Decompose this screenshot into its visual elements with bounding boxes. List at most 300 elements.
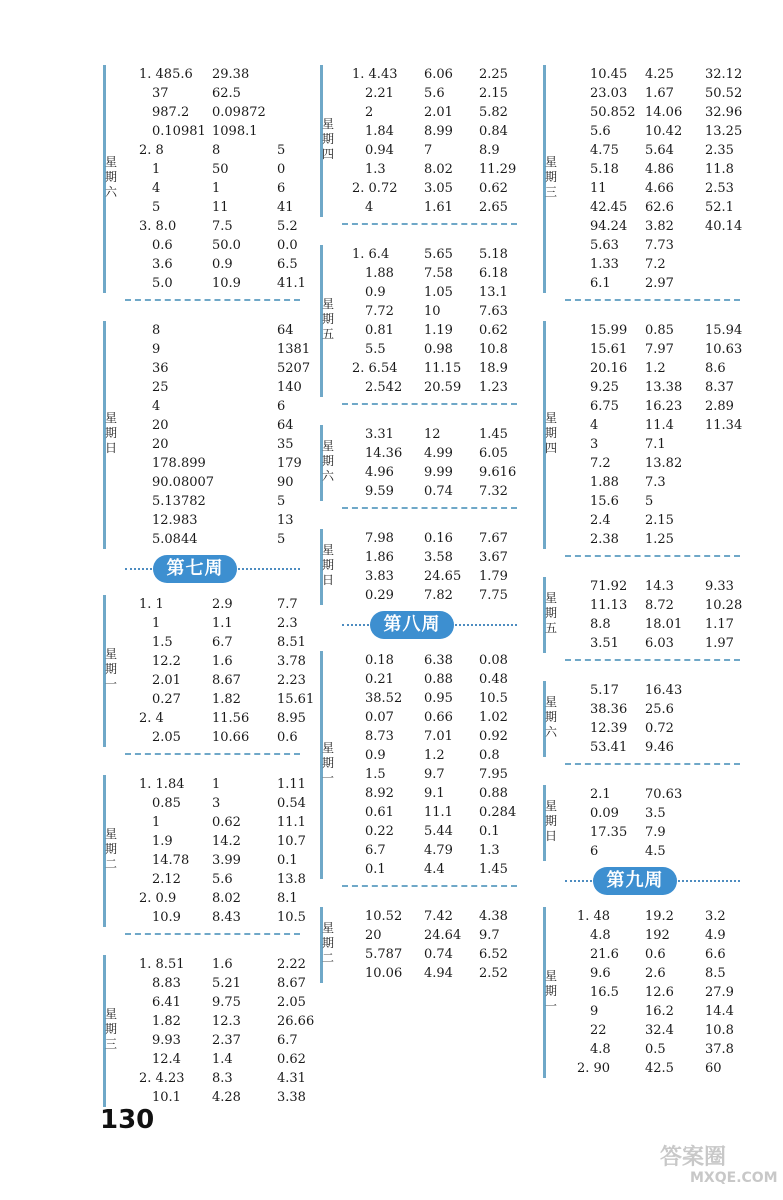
answer-value: 18.01 — [645, 617, 683, 632]
answer-value: 12.983 — [152, 513, 198, 528]
answer-value: 53.41 — [590, 740, 628, 755]
answer-row — [117, 955, 306, 974]
answer-value: 5.787 — [365, 947, 403, 962]
answer-block — [334, 651, 517, 879]
answer-value: 0.88 — [424, 672, 453, 687]
answer-value: 6.75 — [590, 399, 619, 414]
answer-value: 13.1 — [479, 285, 508, 300]
answer-value: 3. 8.0 — [139, 219, 177, 234]
answer-value: 8.43 — [212, 910, 241, 925]
answer-value: 1.88 — [590, 475, 619, 490]
answer-row — [117, 236, 300, 255]
answer-value: 0.16 — [424, 531, 453, 546]
day-label: 星期六 — [544, 695, 557, 739]
answer-value: 1.2 — [645, 361, 666, 376]
answer-row — [334, 765, 517, 784]
answer-value: 1.45 — [479, 427, 508, 442]
answer-value: 6.18 — [479, 266, 508, 281]
answer-value: 1.25 — [645, 532, 674, 547]
answer-value: 0.27 — [152, 692, 181, 707]
answer-value: 1.2 — [424, 748, 445, 763]
day-label: 星期一 — [544, 968, 557, 1013]
answer-row — [117, 1012, 315, 1031]
answer-row — [557, 983, 740, 1002]
answer-value: 0.54 — [277, 796, 306, 811]
answer-row — [557, 141, 740, 160]
answer-value: 12.6 — [645, 985, 674, 1000]
answer-value: 5.13782 — [152, 494, 206, 509]
answer-value: 10.5 — [277, 910, 306, 925]
answer-value: 5 — [277, 143, 286, 158]
answer-value: 37 — [152, 86, 169, 101]
day-label: 星期一 — [104, 647, 117, 691]
day-label: 星期六 — [321, 439, 334, 483]
answer-value: 7.2 — [590, 456, 611, 471]
answer-row — [117, 274, 306, 293]
answer-value: 1.67 — [645, 86, 674, 101]
answer-value: 14.36 — [365, 446, 403, 461]
answer-value: 2.52 — [479, 966, 508, 981]
answer-value: 4.31 — [277, 1071, 306, 1086]
answer-value: 41 — [277, 200, 294, 215]
answer-value: 0.62 — [212, 815, 241, 830]
answer-value: 1 — [212, 777, 221, 792]
answer-block — [334, 425, 517, 501]
answer-value: 8.8 — [590, 617, 611, 632]
answer-value: 13 — [277, 513, 294, 528]
answer-value: 27.9 — [705, 985, 734, 1000]
answer-value: 11.34 — [705, 418, 743, 433]
answer-row — [557, 160, 740, 179]
answer-row — [334, 321, 517, 340]
answer-row — [117, 179, 300, 198]
day-label: 星期四 — [544, 411, 557, 455]
answer-value: 4.25 — [645, 67, 674, 82]
answer-value: 1.4 — [212, 1052, 233, 1067]
answer-value: 70.63 — [645, 787, 683, 802]
answer-value: 7 — [424, 143, 433, 158]
answer-value: 15.6 — [590, 494, 619, 509]
answer-value: 2.38 — [590, 532, 619, 547]
answer-value: 20 — [152, 437, 169, 452]
answer-value: 2.97 — [645, 276, 674, 291]
answer-value: 7.82 — [424, 588, 453, 603]
answer-row — [117, 595, 300, 614]
answer-value: 10.66 — [212, 730, 250, 745]
answer-value: 2.9 — [212, 597, 233, 612]
answer-value: 5.2 — [277, 219, 298, 234]
answer-value: 2.4 — [590, 513, 611, 528]
answer-value: 0.21 — [365, 672, 394, 687]
day-label: 星期日 — [104, 411, 117, 455]
answer-value: 14.06 — [645, 105, 683, 120]
answer-value: 16.43 — [645, 683, 683, 698]
answer-value: 8.67 — [277, 976, 306, 991]
answer-row — [557, 359, 740, 378]
answer-value: 6.38 — [424, 653, 453, 668]
answer-block — [557, 65, 743, 293]
answer-value: 14.3 — [645, 579, 674, 594]
answer-row — [117, 378, 300, 397]
answer-row — [334, 746, 517, 765]
answer-value: 4.5 — [645, 844, 666, 859]
answer-value: 20.16 — [590, 361, 628, 376]
answer-value: 2.12 — [152, 872, 181, 887]
answer-value: 0.72 — [645, 721, 674, 736]
answer-value: 64 — [277, 418, 294, 433]
answer-value: 12 — [424, 427, 441, 442]
answer-value: 1.23 — [479, 380, 508, 395]
answer-value: 5.18 — [479, 247, 508, 262]
answer-value: 10.5 — [479, 691, 508, 706]
answer-value: 14.78 — [152, 853, 190, 868]
answer-row — [557, 738, 740, 757]
answer-value: 5.21 — [212, 976, 241, 991]
answer-value: 1.17 — [705, 617, 734, 632]
answer-row — [557, 492, 740, 511]
answer-row — [557, 700, 740, 719]
answer-value: 1098.1 — [212, 124, 258, 139]
answer-value: 1.82 — [152, 1014, 181, 1029]
answer-row — [557, 596, 743, 615]
answer-value: 11 — [212, 200, 229, 215]
answer-value: 2.05 — [152, 730, 181, 745]
answer-value: 6.1 — [590, 276, 611, 291]
answer-row — [117, 889, 300, 908]
answer-value: 3 — [590, 437, 599, 452]
answer-value: 10.8 — [479, 342, 508, 357]
answer-value: 50 — [212, 162, 229, 177]
answer-row — [557, 823, 740, 842]
answer-row — [557, 681, 740, 700]
answer-value: 1 — [152, 162, 161, 177]
answer-row — [557, 634, 740, 653]
answer-value: 8.02 — [212, 891, 241, 906]
answer-row — [117, 813, 306, 832]
answer-row — [117, 217, 300, 236]
day-separator — [125, 933, 300, 935]
answer-value: 7.32 — [479, 484, 508, 499]
answer-value: 0.284 — [479, 805, 517, 820]
answer-value: 0.84 — [479, 124, 508, 139]
answer-row — [334, 708, 517, 727]
answer-value: 37.8 — [705, 1042, 734, 1057]
watermark-logo: 答案圈 — [660, 1145, 727, 1170]
answer-value: 24.64 — [424, 928, 462, 943]
day-label: 星期二 — [104, 827, 117, 871]
answer-row — [334, 65, 517, 84]
answer-value: 10.28 — [705, 598, 743, 613]
answer-row — [117, 1050, 306, 1069]
answer-row — [334, 122, 517, 141]
answer-value: 2.53 — [705, 181, 734, 196]
answer-value: 2.05 — [277, 995, 306, 1010]
answer-row — [334, 926, 517, 945]
day-separator — [565, 555, 740, 557]
answer-row — [117, 690, 315, 709]
answer-value: 0.8 — [479, 748, 500, 763]
answer-value: 1. 485.6 — [139, 67, 193, 82]
answer-value: 3.78 — [277, 654, 306, 669]
answer-value: 16.5 — [590, 985, 619, 1000]
answer-value: 10.06 — [365, 966, 403, 981]
answer-value: 7.67 — [479, 531, 508, 546]
answer-value: 94.24 — [590, 219, 628, 234]
answer-value: 0.98 — [424, 342, 453, 357]
answer-value: 1 — [152, 616, 161, 631]
answer-value: 10.8 — [705, 1023, 734, 1038]
answer-value: 8.83 — [152, 976, 181, 991]
answer-value: 3.99 — [212, 853, 241, 868]
answer-block — [334, 245, 517, 397]
answer-row — [557, 473, 740, 492]
answer-value: 24.65 — [424, 569, 462, 584]
answer-value: 5.44 — [424, 824, 453, 839]
answer-value: 9.6 — [590, 966, 611, 981]
answer-value: 2.22 — [277, 957, 306, 972]
answer-value: 1.61 — [424, 200, 453, 215]
week-title: 第七周 — [153, 555, 237, 583]
week-title: 第八周 — [370, 611, 454, 639]
answer-value: 5.64 — [645, 143, 674, 158]
answer-value: 3.38 — [277, 1090, 306, 1105]
answer-value: 0.07 — [365, 710, 394, 725]
answer-value: 12.3 — [212, 1014, 241, 1029]
answer-value: 11.56 — [212, 711, 250, 726]
answer-row — [334, 463, 517, 482]
answer-value: 0.18 — [365, 653, 394, 668]
answer-value: 11.29 — [479, 162, 517, 177]
answer-row — [334, 245, 517, 264]
answer-value: 7.42 — [424, 909, 453, 924]
answer-value: 7.58 — [424, 266, 453, 281]
answer-row — [334, 340, 517, 359]
answer-value: 0.85 — [152, 796, 181, 811]
answer-row — [117, 775, 306, 794]
answer-block — [334, 529, 517, 605]
answer-value: 16.2 — [645, 1004, 674, 1019]
answer-value: 7.3 — [645, 475, 666, 490]
page-number: 130 — [100, 1105, 155, 1135]
answer-value: 8.3 — [212, 1071, 233, 1086]
answer-value: 1.88 — [365, 266, 394, 281]
answer-value: 2.25 — [479, 67, 508, 82]
answer-value: 2.23 — [277, 673, 306, 688]
answer-value: 20 — [365, 928, 382, 943]
answer-row — [557, 454, 740, 473]
answer-row — [117, 141, 300, 160]
answer-value: 1.45 — [479, 862, 508, 877]
answer-value: 8.6 — [705, 361, 726, 376]
answer-value: 10.52 — [365, 909, 403, 924]
answer-value: 11 — [590, 181, 607, 196]
answer-value: 1.33 — [590, 257, 619, 272]
answer-value: 5.6 — [590, 124, 611, 139]
answer-row — [117, 709, 306, 728]
answer-row — [117, 671, 306, 690]
day-separator — [565, 763, 740, 765]
answer-value: 2. 4.23 — [139, 1071, 185, 1086]
answer-block — [117, 321, 311, 549]
answer-row — [334, 727, 517, 746]
answer-row — [334, 651, 517, 670]
answer-value: 6.5 — [277, 257, 298, 272]
answer-row — [117, 832, 306, 851]
answer-value: 0.74 — [424, 484, 453, 499]
answer-row — [557, 907, 740, 926]
answer-value: 4.96 — [365, 465, 394, 480]
answer-value: 987.2 — [152, 105, 190, 120]
answer-value: 15.61 — [590, 342, 628, 357]
answer-value: 4.28 — [212, 1090, 241, 1105]
answer-value: 0.48 — [479, 672, 508, 687]
answer-row — [334, 179, 517, 198]
answer-row — [334, 548, 517, 567]
answer-value: 9.7 — [424, 767, 445, 782]
answer-block — [117, 775, 306, 927]
answer-value: 2.35 — [705, 143, 734, 158]
answer-value: 32.4 — [645, 1023, 674, 1038]
answer-value: 25 — [152, 380, 169, 395]
answer-value: 20.59 — [424, 380, 462, 395]
answer-row — [117, 728, 300, 747]
answer-value: 5.6 — [212, 872, 233, 887]
answer-value: 13.8 — [277, 872, 306, 887]
answer-value: 2.542 — [365, 380, 403, 395]
answer-value: 8 — [152, 323, 161, 338]
answer-value: 8.95 — [277, 711, 306, 726]
answer-row — [117, 614, 300, 633]
answer-value: 0.81 — [365, 323, 394, 338]
answer-value: 40.14 — [705, 219, 743, 234]
answer-row — [117, 473, 300, 492]
answer-value: 22 — [590, 1023, 607, 1038]
answer-value: 62.5 — [212, 86, 241, 101]
answer-row — [557, 435, 740, 454]
answer-value: 2. 90 — [577, 1061, 611, 1076]
answer-value: 9.33 — [705, 579, 734, 594]
answer-row — [117, 652, 306, 671]
week-header — [322, 611, 517, 639]
answer-value: 1.5 — [365, 767, 386, 782]
answer-row — [557, 530, 740, 549]
answer-value: 8.1 — [277, 891, 298, 906]
answer-value: 3.2 — [705, 909, 726, 924]
day-separator — [125, 753, 300, 755]
answer-row — [557, 964, 740, 983]
answer-row — [334, 689, 517, 708]
answer-value: 3.83 — [365, 569, 394, 584]
answer-value: 0.5 — [645, 1042, 666, 1057]
answer-value: 4.94 — [424, 966, 453, 981]
answer-row — [334, 784, 517, 803]
answer-row — [557, 945, 740, 964]
answer-value: 60 — [705, 1061, 722, 1076]
answer-row — [334, 283, 517, 302]
answer-value: 0.74 — [424, 947, 453, 962]
answer-value: 5.17 — [590, 683, 619, 698]
answer-value: 12.4 — [152, 1052, 181, 1067]
answer-value: 3.05 — [424, 181, 453, 196]
answer-value: 5.0 — [152, 276, 173, 291]
answer-value: 1. 8.51 — [139, 957, 185, 972]
answer-value: 0.88 — [479, 786, 508, 801]
answer-value: 0.95 — [424, 691, 453, 706]
answer-value: 10.63 — [705, 342, 743, 357]
answer-value: 10.45 — [590, 67, 628, 82]
answer-value: 36 — [152, 361, 169, 376]
answer-value: 2.15 — [479, 86, 508, 101]
answer-row — [117, 321, 300, 340]
answer-row — [557, 1059, 740, 1078]
answer-row — [117, 103, 300, 122]
answer-value: 8.99 — [424, 124, 453, 139]
answer-row — [557, 804, 740, 823]
answer-value: 5 — [277, 532, 286, 547]
answer-value: 6.06 — [424, 67, 453, 82]
answer-value: 9.75 — [212, 995, 241, 1010]
answer-value: 5207 — [277, 361, 311, 376]
answer-value: 26.66 — [277, 1014, 315, 1029]
answer-value: 12.39 — [590, 721, 628, 736]
answer-block — [117, 955, 315, 1107]
answer-value: 5 — [152, 200, 161, 215]
answer-value: 8.5 — [705, 966, 726, 981]
answer-value: 7.72 — [365, 304, 394, 319]
answer-row — [117, 530, 300, 549]
answer-row — [117, 198, 300, 217]
answer-value: 3.58 — [424, 550, 453, 565]
answer-value: 178.899 — [152, 456, 206, 471]
answer-value: 192 — [645, 928, 670, 943]
answer-row — [117, 870, 306, 889]
answer-value: 7.2 — [645, 257, 666, 272]
answer-value: 8 — [212, 143, 221, 158]
answer-value: 5.6 — [424, 86, 445, 101]
answer-value: 6.05 — [479, 446, 508, 461]
answer-row — [117, 435, 300, 454]
answer-row — [557, 321, 743, 340]
answer-value: 6 — [277, 399, 286, 414]
answer-value: 6 — [590, 844, 599, 859]
answer-row — [117, 1069, 306, 1088]
answer-value: 0 — [277, 162, 286, 177]
answer-value: 1. 4.43 — [352, 67, 398, 82]
answer-value: 1.19 — [424, 323, 453, 338]
answer-value: 71.92 — [590, 579, 628, 594]
answer-row — [117, 65, 300, 84]
day-label: 星期二 — [321, 921, 334, 965]
answer-value: 8.67 — [212, 673, 241, 688]
answer-row — [117, 1031, 300, 1050]
answer-row — [334, 160, 517, 179]
answer-value: 6.7 — [212, 635, 233, 650]
answer-row — [557, 122, 743, 141]
answer-value: 11.1 — [277, 815, 306, 830]
answer-value: 0.10981 — [152, 124, 206, 139]
answer-value: 1.97 — [705, 636, 734, 651]
answer-value: 0.1 — [365, 862, 386, 877]
answer-row — [557, 1021, 740, 1040]
answer-row — [117, 160, 300, 179]
answer-value: 12.2 — [152, 654, 181, 669]
answer-row — [117, 340, 311, 359]
answer-value: 7.97 — [645, 342, 674, 357]
answer-value: 4.86 — [645, 162, 674, 177]
answer-value: 2.1 — [590, 787, 611, 802]
answer-row — [117, 993, 306, 1012]
answer-value: 0.62 — [479, 181, 508, 196]
